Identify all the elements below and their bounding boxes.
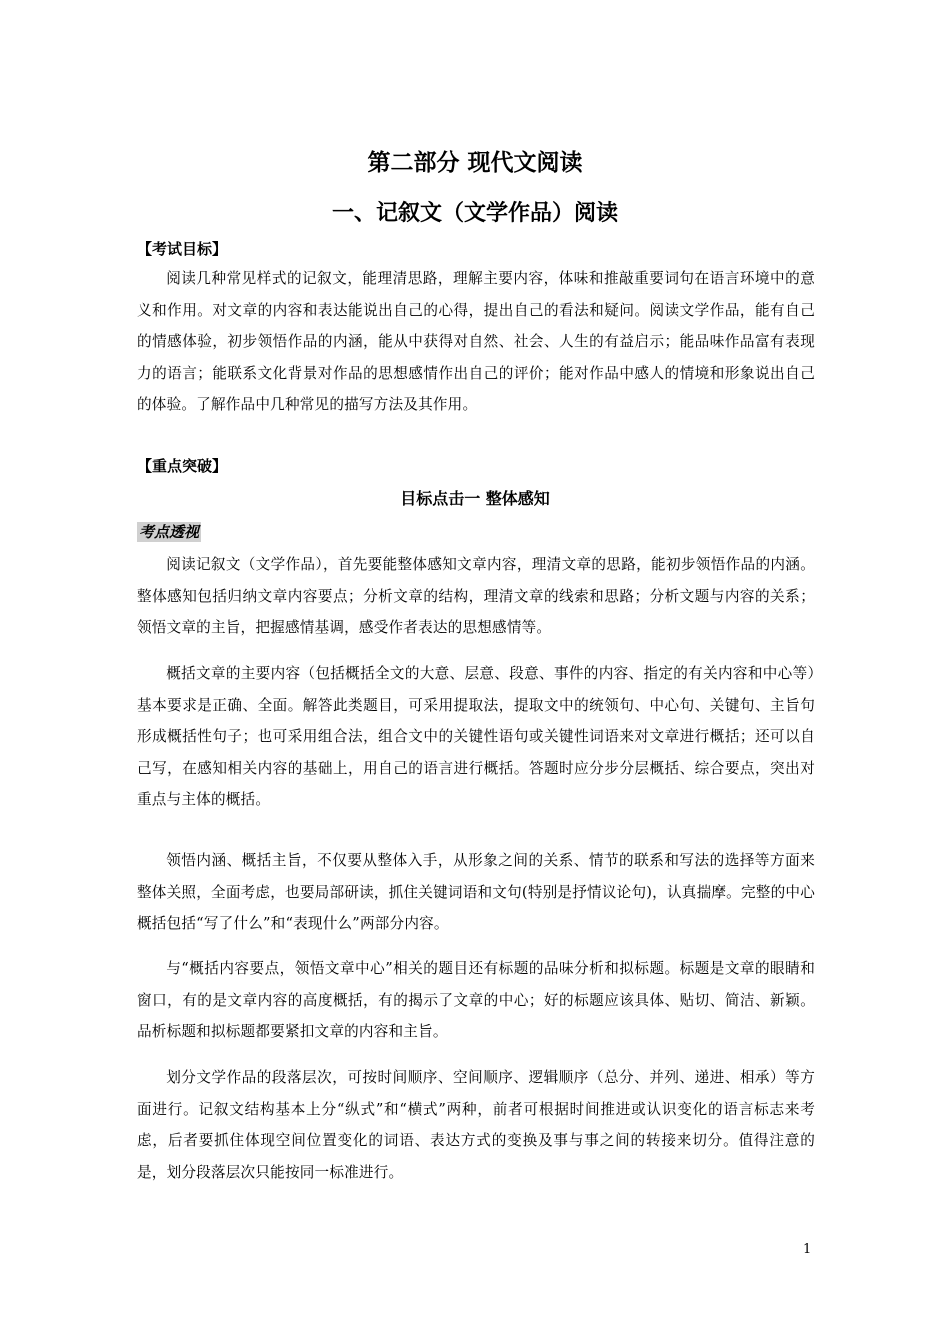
body-paragraph: 与“概括内容要点，领悟文章中心”相关的题目还有标题的品味分析和拟标题。标题是文章的眼睛和窗口，有的是文章内容的高度概括，有的揭示了文章的中心；好的标题应该具体、贴切、简洁、新颖。品析标题和拟标题都要紧扣文章的内容和主旨。 <box>137 960 815 1040</box>
body-paragraph: 概括文章的主要内容（包括概括全文的大意、层意、段意、事件的内容、指定的有关内容和中心等）基本要求是正确、全面。解答此类题目，可采用提取法，提取文中的统领句、中心句、关键句、主旨句形成概括性句子；也可采用组合法，组合文中的关键性语句或关键性词语来对文章进行概括；还可以自己写，在感知相关内容的基础上，用自己的语言进行概括。答题时应分步分层概括、综合要点，突出对重点与主体的概括。 <box>137 665 815 808</box>
exam-focus-tag: 考点透视 <box>139 523 200 541</box>
body-paragraph: 阅读记叙文（文学作品），首先要能整体感知文章内容，理清文章的思路，能初步领悟作品的内涵。整体感知包括归纳文章内容要点；分析文章的结构，理清文章的线索和思路；分析文题与内容的关系；领悟文章的主旨，把握感情基调，感受作者表达的思想感情等。 <box>137 556 815 636</box>
exam-goal-paragraph: 阅读几种常见样式的记叙文，能理清思路，理解主要内容，体味和推敲重要词句在语言环境中的意义和作用。对文章的内容和表达能说出自己的心得，提出自己的看法和疑问。阅读文学作品，能有自己的情感体验，初步领悟作品的内涵，能从中获得对自然、社会、人生的有益启示；能品味作品富有表现力的语言；能联系文化背景对作品的思想感情作出自己的评价；能对作品中感人的情境和形象说出自己的体验。了解作品中几种常见的描写方法及其作用。 <box>137 270 815 413</box>
exam-goal-label: 【考试目标】 <box>137 240 228 258</box>
body-paragraph: 划分文学作品的段落层次，可按时间顺序、空间顺序、逻辑顺序（总分、并列、递进、相承）等方面进行。记叙文结构基本上分“纵式”和“横式”两种，前者可根据时间推进或认识变化的语言标志来考虑，后者要抓住体现空间位置变化的词语、表达方式的变换及事与事之间的转接来切分。值得注意的是，划分段落层次只能按同一标准进行。 <box>137 1069 815 1181</box>
section-title: 一、记叙文（文学作品）阅读 <box>331 201 618 226</box>
part-title: 第二部分 现代文阅读 <box>367 150 583 176</box>
body-paragraph: 领悟内涵、概括主旨，不仅要从整体入手，从形象之间的关系、情节的联系和写法的选择等方面来整体关照，全面考虑，也要局部研读，抓住关键词语和文句(特别是抒情议论句)，认真揣摩。完整的中心概括包括“写了什么”和“表现什么”两部分内容。 <box>137 852 815 932</box>
key-points-label: 【重点突破】 <box>137 457 228 475</box>
target-subtitle: 目标点击一 整体感知 <box>400 489 550 508</box>
page-number: 1 <box>803 1242 812 1257</box>
